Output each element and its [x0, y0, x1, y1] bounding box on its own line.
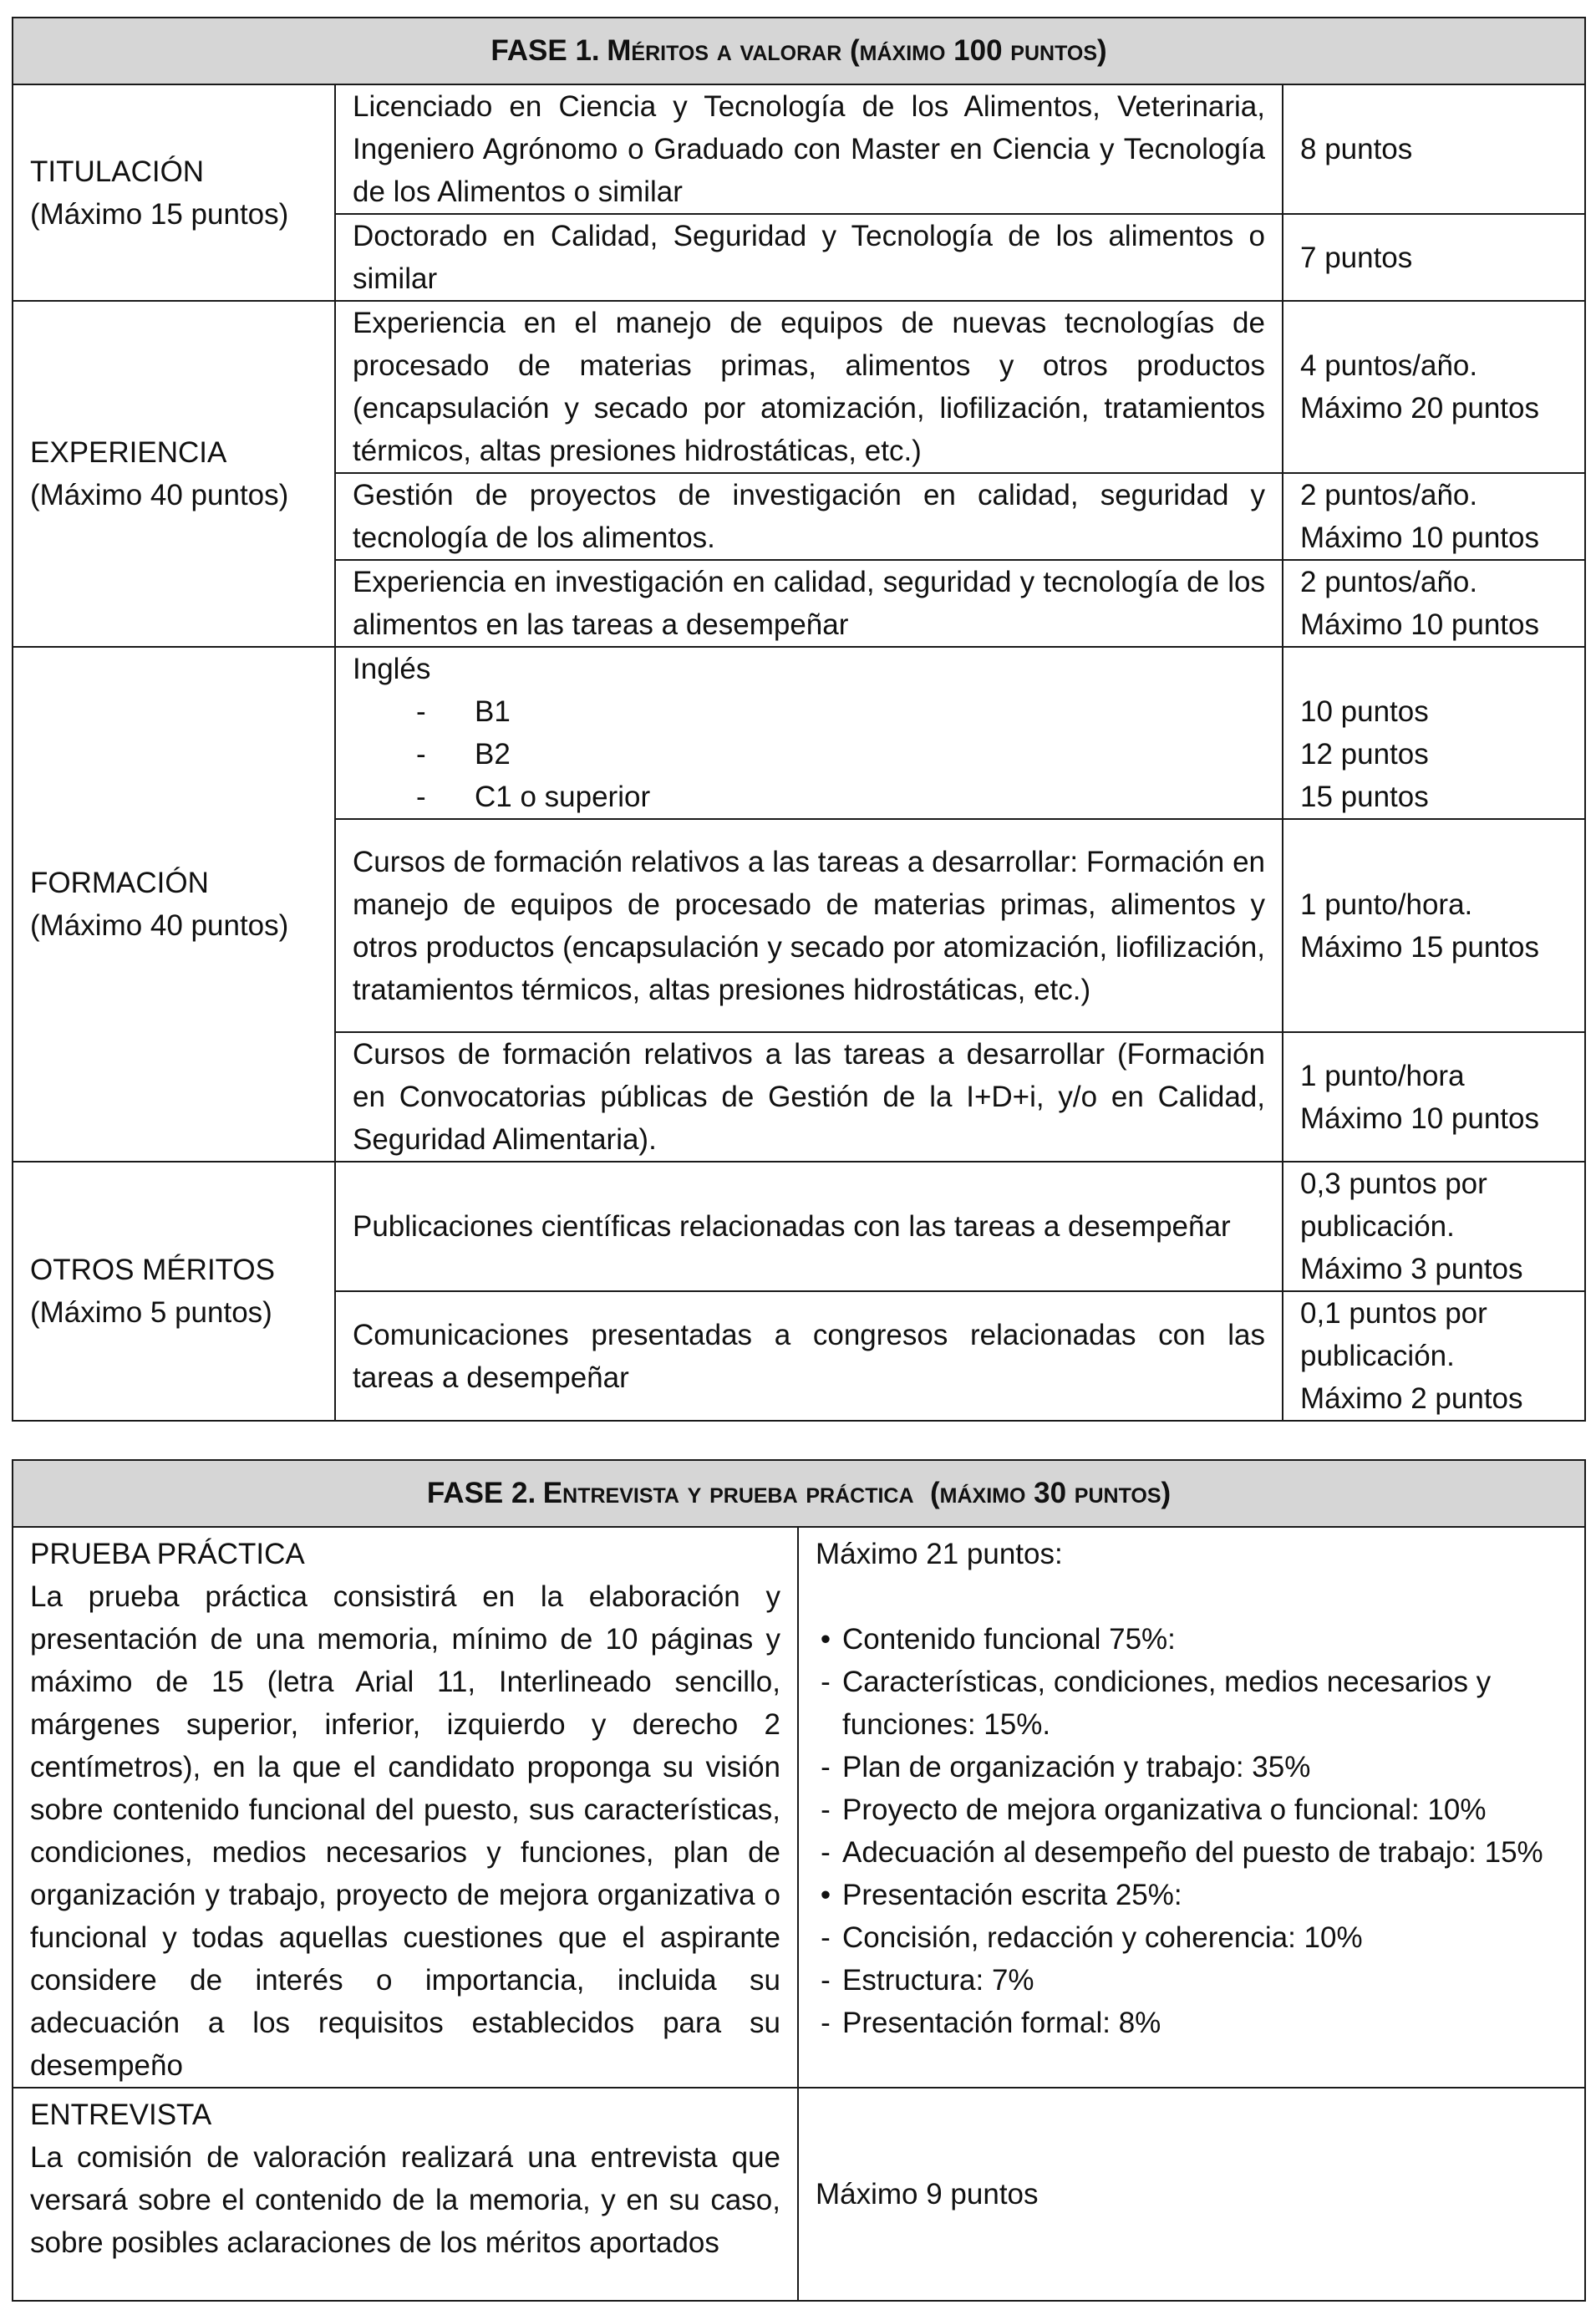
fase1-header: [13, 18, 1585, 84]
points-line: 7 puntos: [1300, 241, 1413, 274]
merit-points: [1283, 647, 1585, 819]
points-line: Máximo 20 puntos: [1300, 392, 1539, 425]
fase2-header: [13, 1460, 1585, 1527]
dash-icon: -: [821, 2007, 831, 2039]
points-line: 0,1 puntos por: [1300, 1297, 1487, 1330]
bullet-icon: •: [820, 1879, 831, 1911]
criteria-item: - Presentación formal: 8%: [816, 2002, 1568, 2044]
merit-description: Doctorado en Calidad, Seguridad y Tecnología de los alimentos o similar: [335, 214, 1283, 301]
fase2-title-prefix: FASE 2.: [426, 1477, 536, 1509]
points-line: 8 puntos: [1300, 133, 1413, 165]
dash-icon: -: [821, 1751, 831, 1783]
prueba-criteria-cell: [798, 1527, 1585, 2088]
ingles-level: - B2: [416, 738, 511, 771]
points-line: Máximo 10 puntos: [1300, 1101, 1539, 1135]
points-line: publicación.: [1300, 1210, 1455, 1243]
entrevista-max: Máximo 9 puntos: [816, 2178, 1039, 2211]
criteria-item: - Adecuación al desempeño del puesto de trabajo: 15%: [816, 1831, 1568, 1874]
category-formacion: [13, 647, 335, 1162]
category-max: (Máximo 40 puntos): [30, 909, 289, 942]
points-line: 1 punto/hora.: [1300, 888, 1473, 921]
merit-description: Licenciado en Ciencia y Tecnología de los Alimentos, Veterinaria, Ingeniero Agrónomo o Graduado con Master en Ciencia y Tecnología de los Alimentos o similar: [335, 84, 1283, 214]
points-line: 4 puntos/año.: [1300, 349, 1478, 382]
criteria-item: - Concisión, redacción y coherencia: 10%: [816, 1916, 1568, 1959]
merit-points: [1283, 84, 1585, 214]
merit-points: [1283, 819, 1585, 1032]
fase1-title: Méritos a valorar (máximo 100 puntos): [607, 34, 1107, 67]
points-line: 12 puntos: [1300, 738, 1429, 771]
category-name: EXPERIENCIA: [30, 436, 227, 469]
dash-icon: -: [821, 1836, 831, 1869]
points-line: 2 puntos/año.: [1300, 566, 1478, 598]
merit-description: Publicaciones científicas relacionadas con las tareas a desempeñar: [335, 1162, 1283, 1291]
criteria-item: - Características, condiciones, medios necesarios y funciones: 15%.: [816, 1661, 1568, 1746]
merit-points: [1283, 301, 1585, 473]
criteria-item: - Plan de organización y trabajo: 35%: [816, 1746, 1568, 1788]
category-name: FORMACIÓN: [30, 867, 209, 899]
ingles-level: - B1: [416, 695, 511, 728]
criteria-item: • Presentación escrita 25%:: [816, 1874, 1568, 1916]
points-line: Máximo 2 puntos: [1300, 1382, 1523, 1415]
category-max: (Máximo 15 puntos): [30, 197, 289, 231]
merit-description: Comunicaciones presentadas a congresos relacionadas con las tareas a desempeñar: [335, 1291, 1283, 1421]
dash-icon: -: [821, 1964, 831, 1997]
bullet-icon: •: [820, 1623, 831, 1656]
points-line: 15 puntos: [1300, 781, 1429, 813]
points-line: Máximo 3 puntos: [1300, 1253, 1523, 1285]
spacer: [816, 1575, 1568, 1618]
category-max: (Máximo 40 puntos): [30, 479, 289, 511]
entrevista-max-cell: [798, 2088, 1585, 2301]
dash-icon: -: [821, 1793, 831, 1826]
prueba-max: Máximo 21 puntos:: [816, 1538, 1063, 1570]
prueba-heading: PRUEBA PRÁCTICA: [30, 1538, 305, 1570]
entrevista-heading: ENTREVISTA: [30, 2099, 212, 2131]
entrevista-text: La comisión de valoración realizará una entrevista que versará sobre el contenido de la memoria, y en su caso, sobre posibles aclaraciones de los méritos aportados: [30, 2141, 780, 2259]
category-max: (Máximo 5 puntos): [30, 1296, 272, 1329]
merit-points: [1283, 473, 1585, 560]
criteria-item: - Proyecto de mejora organizativa o funcional: 10%: [816, 1788, 1568, 1831]
ingles-level: - C1 o superior: [416, 781, 651, 813]
fase2-title: Entrevista y prueba práctica (máximo 30 puntos): [542, 1477, 1172, 1509]
merit-description: Experiencia en el manejo de equipos de nuevas tecnologías de procesado de materias primas, alimentos y otros productos (encapsulación y secado por atomización, liofilización, tratamientos térmicos, altas presiones hidrostáticas, etc.): [335, 301, 1283, 473]
merit-description: Cursos de formación relativos a las tareas a desarrollar: Formación en manejo de equipos de procesado de materias primas, alimentos y otros productos (encapsulación y secado por atomización, liofilización, tratamientos térmicos, altas presiones hidrostáticas, etc.): [335, 819, 1283, 1032]
points-line: 10 puntos: [1300, 695, 1429, 728]
points-line: Máximo 10 puntos: [1300, 521, 1539, 554]
category-titulacion: [13, 84, 335, 301]
category-experiencia: [13, 301, 335, 647]
points-line: 0,3 puntos por: [1300, 1168, 1487, 1200]
fase1-title-prefix: FASE 1.: [490, 34, 600, 67]
fase2-table: [12, 1459, 1586, 2302]
criteria-list: [816, 1618, 1568, 2044]
dash-icon: -: [821, 1666, 831, 1698]
merit-points: [1283, 1162, 1585, 1291]
merit-points: [1283, 1032, 1585, 1162]
merit-points: [1283, 214, 1585, 301]
prueba-text: La prueba práctica consistirá en la elaboración y presentación de una memoria, mínimo de 10 páginas y máximo de 15 (letra Arial 11, Interlineado sencillo, márgenes superior, inferior, izquierdo y derecho 2 centímetros), en la que el candidato proponga su visión sobre contenido funcional del puesto, sus características, condiciones, medios necesarios y funciones, plan de organización y trabajo, proyecto de mejora organizativa o funcional y todas aquellas cuestiones que el aspirante considere de interés o importancia, incluida su adecuación a los requisitos establecidos para su desempeño: [30, 1580, 780, 2082]
points-line: 1 punto/hora: [1300, 1059, 1465, 1092]
criteria-item: - Estructura: 7%: [816, 1959, 1568, 2002]
merit-points: [1283, 1291, 1585, 1421]
points-line: 2 puntos/año.: [1300, 479, 1478, 511]
category-name: TITULACIÓN: [30, 155, 205, 188]
category-name: OTROS MÉRITOS: [30, 1254, 275, 1286]
points-line: Máximo 10 puntos: [1300, 608, 1539, 641]
points-line: publicación.: [1300, 1340, 1455, 1372]
merit-points: [1283, 560, 1585, 647]
ingles-label: Inglés: [353, 653, 431, 685]
merit-description: Experiencia en investigación en calidad, seguridad y tecnología de los alimentos en las tareas a desempeñar: [335, 560, 1283, 647]
merit-ingles: [335, 647, 1283, 819]
criteria-item: • Contenido funcional 75%:: [816, 1618, 1568, 1661]
merit-description: Gestión de proyectos de investigación en calidad, seguridad y tecnología de los alimentos.: [335, 473, 1283, 560]
dash-icon: -: [821, 1921, 831, 1954]
category-otros-meritos: [13, 1162, 335, 1421]
prueba-practica-cell: [13, 1527, 798, 2088]
merit-description: Cursos de formación relativos a las tareas a desarrollar (Formación en Convocatorias públicas de Gestión de la I+D+i, y/o en Calidad, Seguridad Alimentaria).: [335, 1032, 1283, 1162]
fase1-table: [12, 17, 1586, 1422]
points-line: Máximo 15 puntos: [1300, 930, 1539, 964]
entrevista-cell: [13, 2088, 798, 2301]
